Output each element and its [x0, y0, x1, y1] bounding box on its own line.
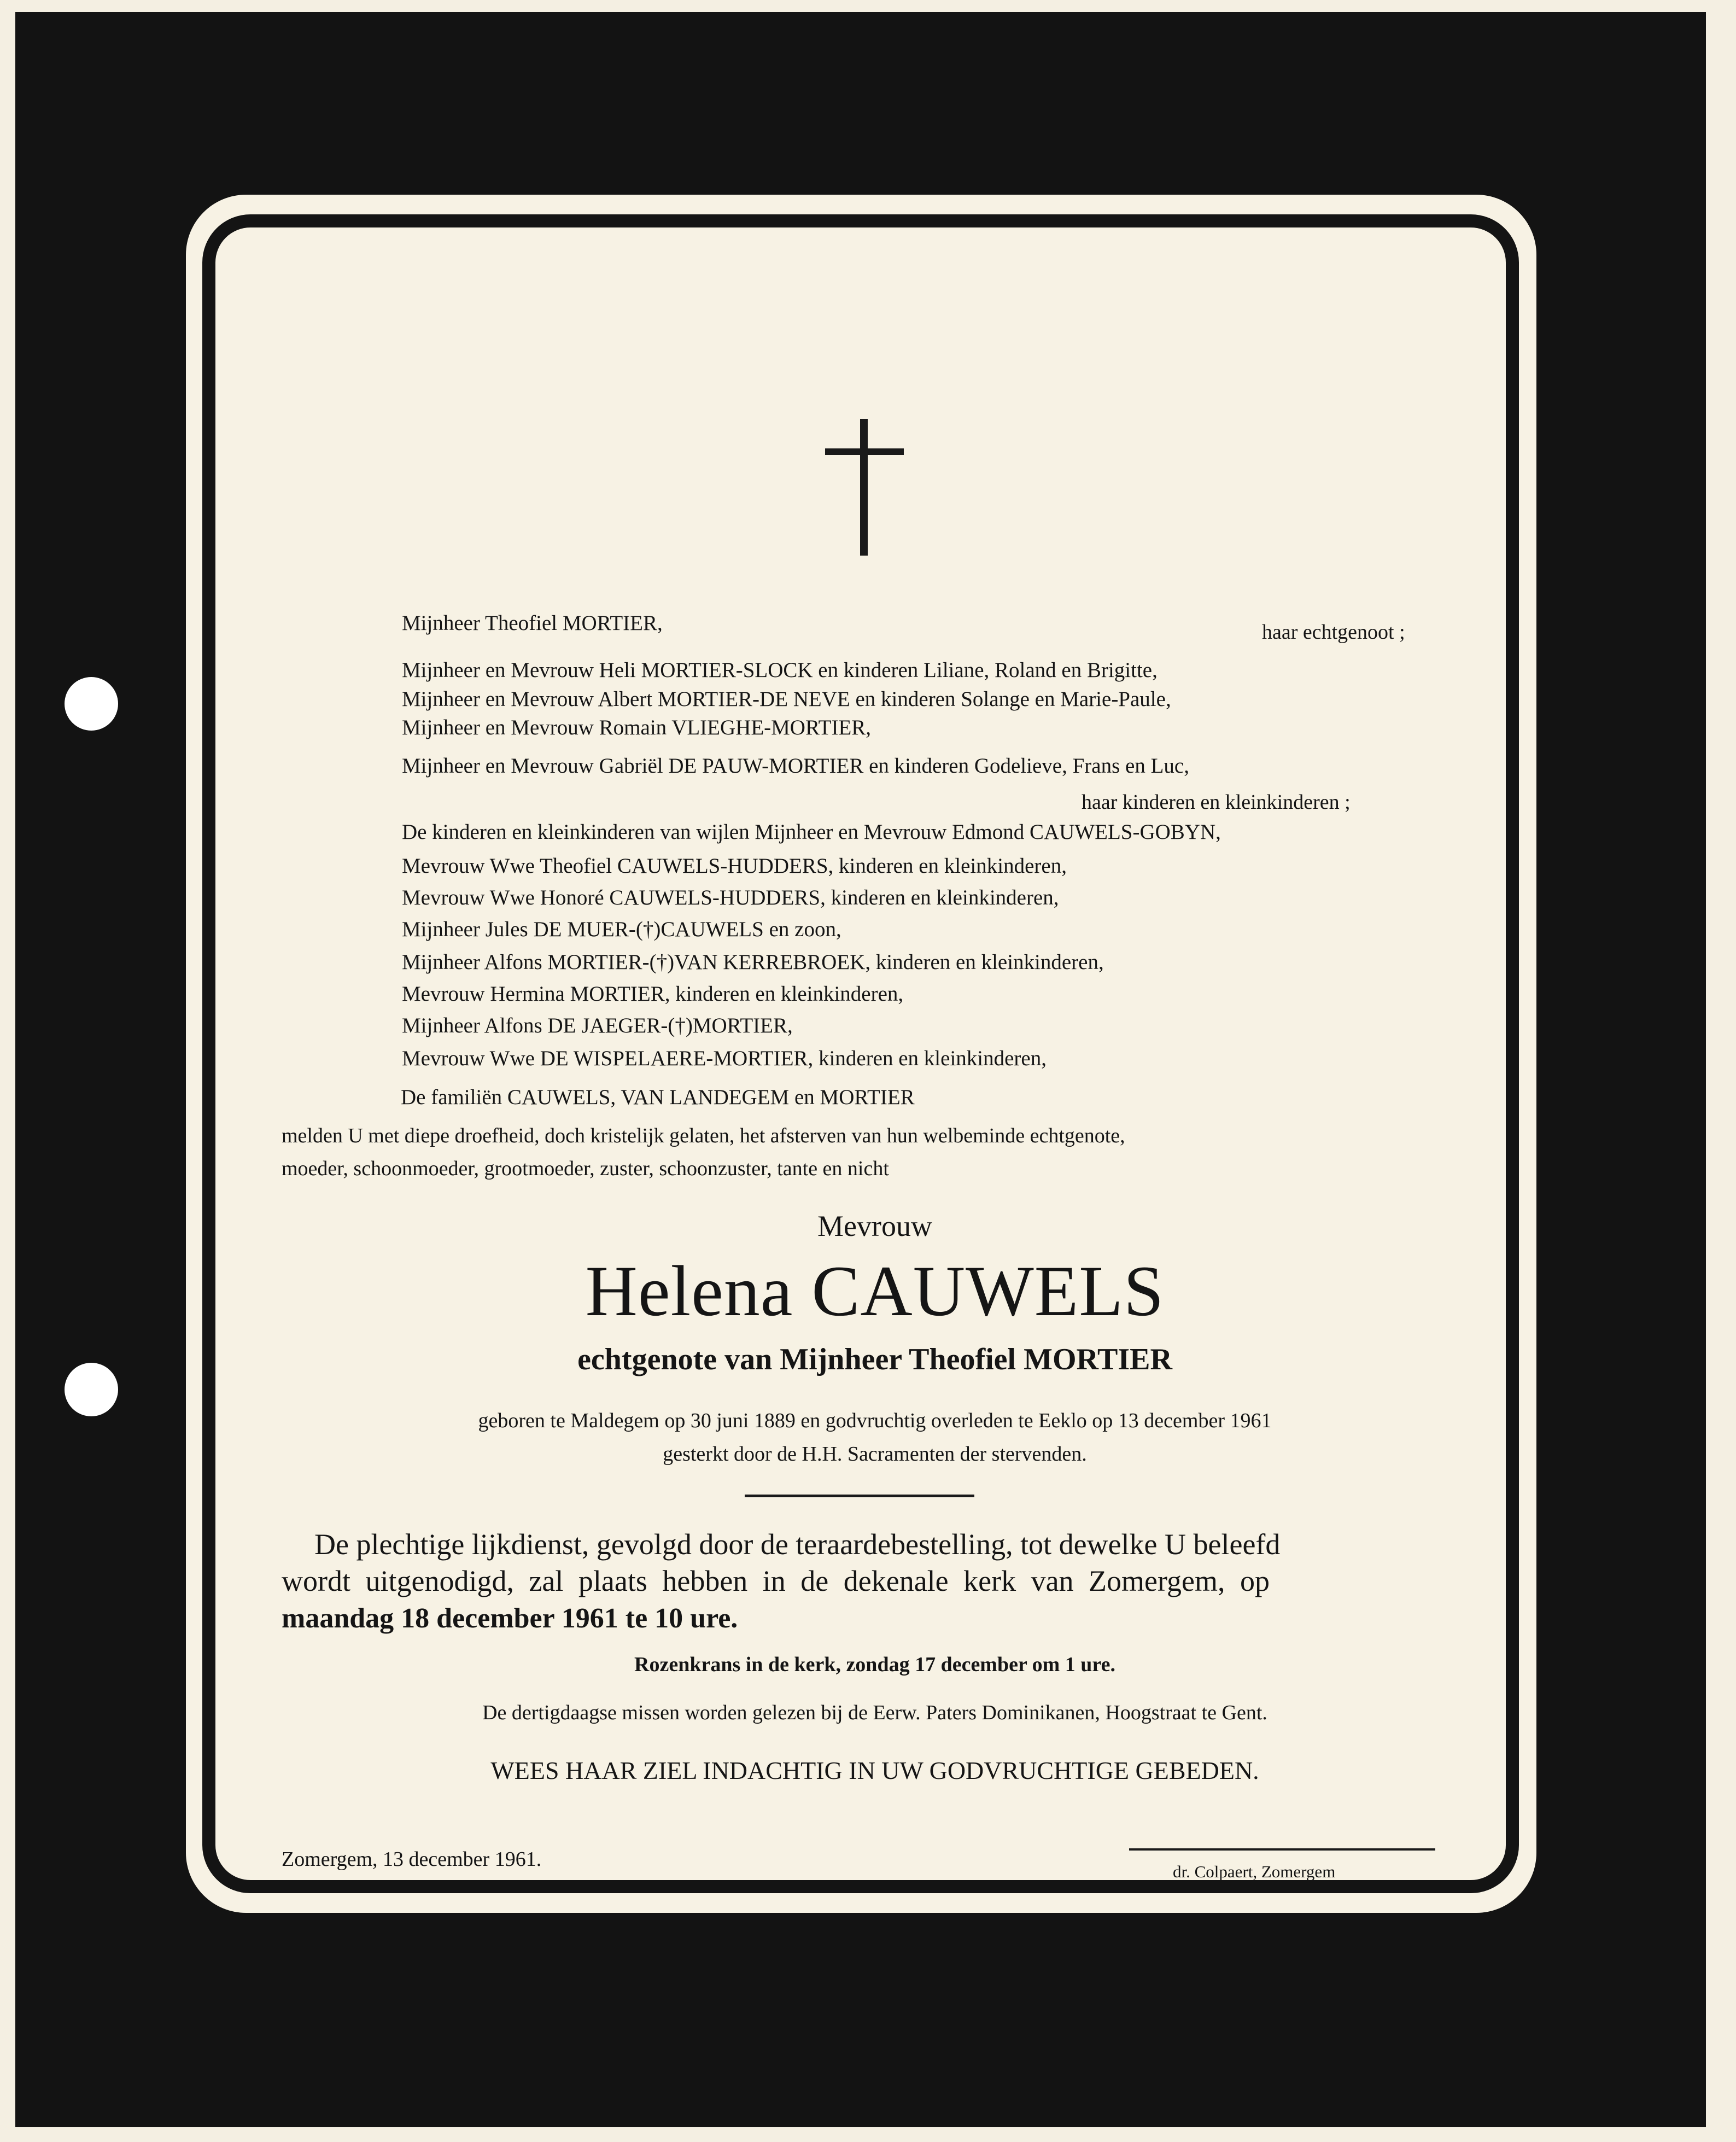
cross-vertical-bar	[860, 419, 868, 556]
relative-line: Mijnheer Alfons DE JAEGER-(†)MORTIER,	[402, 1014, 793, 1037]
announcement-line: melden U met diepe droefheid, doch kristelijk gelaten, het afsterven van hun welbeminde echtgenote,	[282, 1124, 1125, 1147]
punch-hole-top	[65, 677, 118, 731]
relative-line: Mevrouw Wwe DE WISPELAERE-MORTIER, kinderen en kleinkinderen,	[402, 1047, 1047, 1070]
funeral-date: maandag 18 december 1961 te 10 ure.	[282, 1603, 738, 1634]
deceased-name: Helena CAUWELS	[585, 1251, 1165, 1331]
children-role: haar kinderen en kleinkinderen ;	[1082, 791, 1351, 814]
husband-role: haar echtgenoot ;	[1262, 621, 1405, 644]
printer-rule	[1129, 1848, 1435, 1851]
relative-line: Mevrouw Wwe Honoré CAUWELS-HUDDERS, kinderen en kleinkinderen,	[402, 886, 1059, 909]
relative-line: De kinderen en kleinkinderen van wijlen Mijnheer en Mevrouw Edmond CAUWELS-GOBYN,	[402, 820, 1221, 844]
cross-horizontal-bar	[825, 448, 904, 455]
relative-line: Mevrouw Hermina MORTIER, kinderen en kleinkinderen,	[402, 982, 904, 1006]
relative-line: Mijnheer Jules DE MUER-(†)CAUWELS en zoon,	[402, 918, 841, 941]
punch-hole-bottom	[65, 1363, 118, 1416]
relative-line: Mijnheer Alfons MORTIER-(†)VAN KERREBROEK, kinderen en kleinkinderen,	[402, 950, 1104, 974]
funeral-line: wordt uitgenodigd, zal plaats hebben in de dekenale kerk van Zomergem, op	[282, 1565, 1270, 1597]
child-line: Mijnheer en Mevrouw Albert MORTIER-DE NEVE en kinderen Solange en Marie-Paule,	[402, 687, 1171, 711]
born-died-line: geboren te Maldegem op 30 juni 1889 en godvruchtig overleden te Eeklo op 13 december 1961	[478, 1409, 1272, 1432]
child-line: Mijnheer en Mevrouw Gabriël DE PAUW-MORTIER en kinderen Godelieve, Frans en Luc,	[402, 754, 1189, 778]
printer-credit: dr. Colpaert, Zomergem	[1173, 1862, 1336, 1881]
prayer-line: WEES HAAR ZIEL INDACHTIG IN UW GODVRUCHTIGE GEBEDEN.	[490, 1756, 1259, 1784]
divider-rule	[745, 1495, 974, 1497]
place-date: Zomergem, 13 december 1961.	[282, 1848, 542, 1871]
relative-line: Mevrouw Wwe Theofiel CAUWELS-HUDDERS, kinderen en kleinkinderen,	[402, 854, 1067, 878]
paper-edge	[1706, 0, 1736, 2142]
funeral-line: De plechtige lijkdienst, gevolgd door de teraardebestelling, tot dewelke U beleefd	[314, 1528, 1281, 1561]
deceased-spouse: echtgenote van Mijnheer Theofiel MORTIER	[577, 1343, 1172, 1376]
families-line: De familiën CAUWELS, VAN LANDEGEM en MORTIER	[401, 1085, 915, 1109]
rosary-line: Rozenkrans in de kerk, zondag 17 december om 1 ure.	[634, 1653, 1115, 1676]
deceased-title: Mevrouw	[817, 1210, 932, 1242]
sacraments-line: gesterkt door de H.H. Sacramenten der stervenden.	[663, 1443, 1087, 1466]
husband-name: Mijnheer Theofiel MORTIER,	[402, 611, 663, 635]
child-line: Mijnheer en Mevrouw Heli MORTIER-SLOCK en kinderen Liliane, Roland en Brigitte,	[402, 658, 1158, 682]
announcement-line: moeder, schoonmoeder, grootmoeder, zuster, schoonzuster, tante en nicht	[282, 1157, 889, 1180]
child-line: Mijnheer en Mevrouw Romain VLIEGHE-MORTIER,	[402, 716, 872, 739]
masses-line: De dertigdaagse missen worden gelezen bij de Eerw. Paters Dominikanen, Hoogstraat te Gent.	[482, 1701, 1267, 1724]
